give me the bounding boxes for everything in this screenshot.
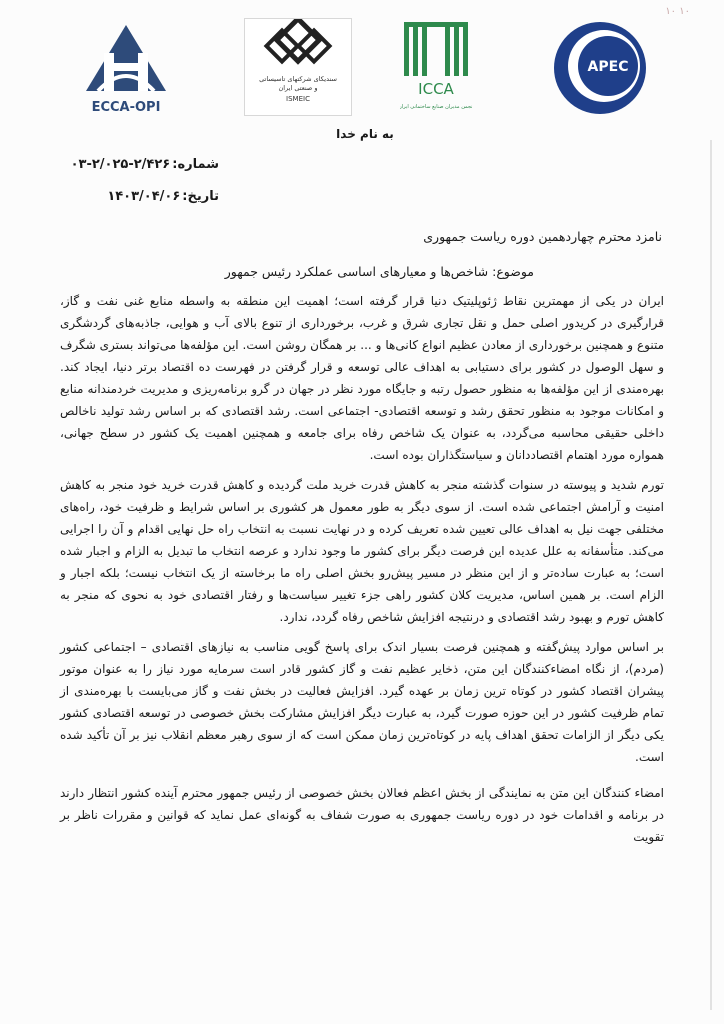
icca-logo-text: ICCA: [418, 80, 454, 98]
reference-number-label: شماره:: [172, 157, 219, 172]
ismeic-caption-3: ISMEIC: [286, 95, 310, 103]
body-paragraph-4: امضاء کنندگان این متن به نمایندگی از بخش اعظم فعالان بخش خصوصی از رئیس جمهور محترم آینده کشور انتظار دارند در برنامه و اقدامات خود در دوره ریاست جمهوری به صورت شفاف به گونه‌ای عمل نماید که قوانین و مقررات ناظر بر تقویت: [60, 786, 664, 844]
ecca-logo-text: ECCA-OPI: [91, 100, 161, 115]
letter-body: [60, 290, 664, 856]
page-edge-shadow: [710, 140, 712, 1010]
salutation: به نام خدا: [336, 127, 394, 141]
ismeic-caption-1: سندیکای شرکتهای تاسیساتی: [259, 75, 337, 83]
corner-handwritten-mark: ۱۰ ۱۰: [665, 6, 690, 17]
icca-logo: [400, 20, 472, 114]
apec-logo-text: APEC: [587, 59, 629, 75]
reference-date: [107, 189, 219, 204]
ecca-opi-logo: [80, 23, 172, 118]
body-paragraph-1: ایران در یکی از مهمترین نقاط ژئوپلیتیک دنیا قرار گرفته است؛ اهمیت این منطقه به واسطه منابع غنی نفت و گاز، قرارگیری در کریدور اصلی حمل و نقل تجاری شرق و غرب، برخورداری از تنوع بالای آب و هوایی، جاذبه‌های گردشگری متنوع و همچنین برخورداری از معادن عظیم انواع کانی‌ها و ... بر همگان روشن است. این مؤلفه‌ها می‌تواند بستری شگرف و سهل الوصول در کشور برای دستیابی به اهداف عالی توسعه و قرار گرفتن در فهرست ده اقتصاد برتر دنیا، ایجاد کند. بهره‌مندی از این مؤلفه‌ها به منظور حصول رتبه و جایگاه مورد نظر در جهان در گرو برنامه‌ریزی و مدیریت خردمندانه منابع و امکانات موجود به منظور تحقق رشد و توسعه اقتصادی- اجتماعی است. رشد اقتصادی که بر اساس رشد تولید ناخالص داخلی حقیقی محاسبه می‌گردد، به عنوان یک شاخص رفاه برای جامعه و همچنین اهمیت یک کشور در سطح جهانی، همواره مورد اهتمام اقتصاددانان و سیاستگذاران بوده است.: [60, 294, 664, 462]
body-paragraph-3: بر اساس موارد پیش‌گفته و همچنین فرصت بسیار اندک برای پاسخ گویی مناسب به نیازهای اقتصادی – اجتماعی کشور (مردم)، از نگاه امضاءکنندگان این متن، ذخایر عظیم نفت و گاز کشور قادر است سرمایه مورد نیاز را به عنوان موتور پیشران اقتصاد کشور در کوتاه ترین زمان بر عهده گیرد. افزایش فعالیت در بخش نفت و گاز می‌بایست با بهره‌مندی از تمام ظرفیت کشور در این حوزه صورت گیرد، به عبارت دیگر افزایش مشارکت بخش خصوصی در توسعه اقتصادی کشور یکی دیگر از الزامات تحقق اهداف پایه در کوتاه‌ترین زمان ممکن است که از سوی رهبر معظم انقلاب نیز بر آن تأکید شده است.: [60, 640, 664, 764]
icca-caption: انجمن مدیران صنایع ساختمانی ایران: [400, 104, 472, 110]
subject-line: موضوع: شاخص‌ها و معیارهای اساسی عملکرد رئیس جمهور: [224, 264, 534, 279]
ismeic-caption-2: و صنعتی ایران: [278, 84, 318, 92]
reference-number: [71, 157, 219, 172]
reference-date-value: ۱۴۰۳/۰۴/۰۶: [107, 189, 181, 204]
ismeic-logo: [244, 18, 352, 116]
body-paragraph-2: تورم شدید و پیوسته در سنوات گذشته منجر به کاهش قدرت خرید ملت گردیده و کاهش قدرت خرید خود منجر به کاهش امنیت و آرامش اجتماعی شده است. از سوی دیگر به طور معمول هر کشوری بر اساس شرایط و ظرفیت خود، راه‌های مختلفی جهت نیل به اهداف عالی تعیین شده تعریف کرده و در نهایت نسبت به انتخاب راه حل نهایی اقدام و آن را اجرایی می‌کند. متأسفانه به علل عدیده این فرصت دیگر برای کشور ما وجود ندارد و عرصه انتخاب ما تبدیل به الزام و اجبار شده است؛ به عبارت ساده‌تر و از این منظر در مسیر پیش‌رو بخش اصلی راه ما برخاسته از یک انتخاب نیست؛ بلکه اجبار و الزام است. بر همین اساس، مدیریت کلان کشور راهی جزء تغییر سیاست‌ها و رفتار اقتصادی خود به نحوی که منجر به کاهش تورم و بهبود رشد اقتصادی و درنتیجه افزایش شاخص رفاه گردد، ندارد.: [60, 478, 664, 624]
reference-number-value: ۲/۴۲۶-۲/۰۲۵-۰۳: [70, 157, 171, 172]
logo-row: [70, 18, 670, 118]
reference-date-label: تاریخ:: [182, 189, 219, 204]
apec-logo: [550, 18, 650, 118]
recipient-line: نامزد محترم چهاردهمین دوره ریاست جمهوری: [423, 229, 662, 244]
